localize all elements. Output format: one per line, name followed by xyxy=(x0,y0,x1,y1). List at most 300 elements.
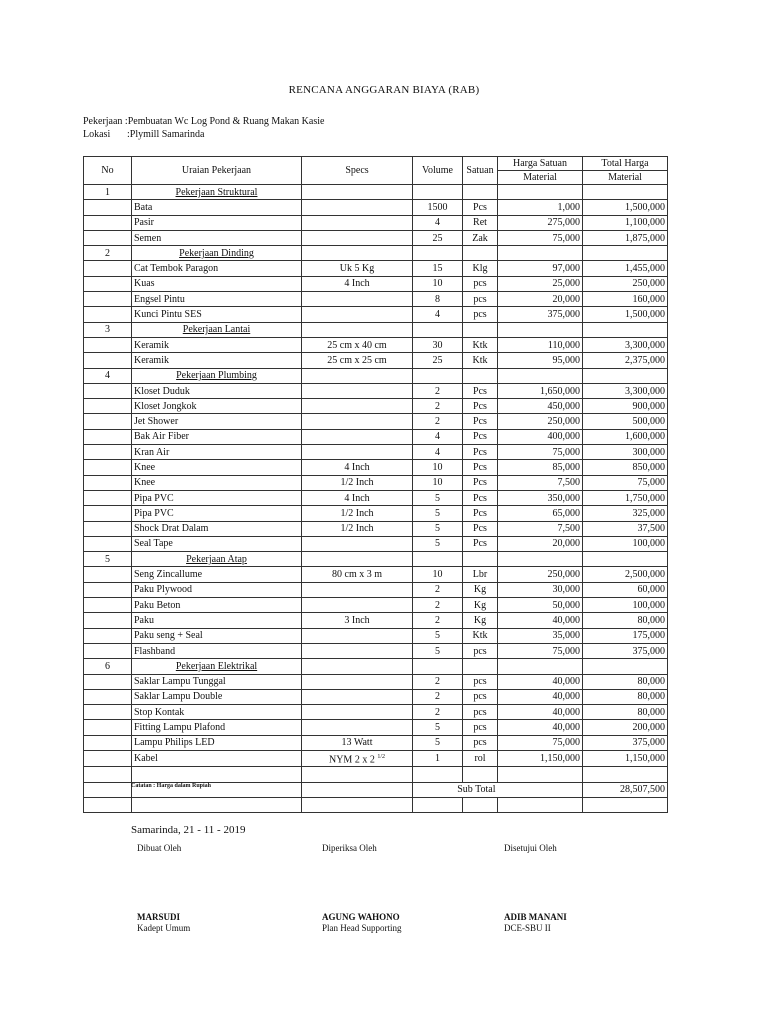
item-total: 1,100,000 xyxy=(583,215,668,230)
item-unit-price: 7,500 xyxy=(498,521,583,536)
item-spec xyxy=(302,490,413,505)
item-description: Semen xyxy=(132,230,302,245)
row-number xyxy=(84,536,132,551)
item-total: 175,000 xyxy=(583,628,668,643)
table-row xyxy=(84,475,668,490)
item-volume: 5 xyxy=(413,506,463,521)
item-unit-price: 7,500 xyxy=(498,475,583,490)
row-number xyxy=(84,506,132,521)
item-description: Knee xyxy=(132,475,302,490)
total-cell xyxy=(583,552,668,567)
item-unit-price: 250,000 xyxy=(498,414,583,429)
signature-position: Kadept Umum xyxy=(137,923,191,933)
item-unit: Pcs xyxy=(463,536,498,551)
signature-name: ADIB MANANI xyxy=(504,912,567,922)
item-volume: 2 xyxy=(413,674,463,689)
item-spec xyxy=(302,200,413,215)
table-row xyxy=(84,720,668,735)
item-spec xyxy=(302,582,413,597)
item-unit-price: 350,000 xyxy=(498,490,583,505)
table-row xyxy=(84,598,668,613)
item-spec xyxy=(302,383,413,398)
subtotal-value: 28,507,500 xyxy=(583,782,668,797)
item-volume: 25 xyxy=(413,353,463,368)
section-title: Pekerjaan Elektrikal xyxy=(132,659,302,674)
table-row xyxy=(84,460,668,475)
row-number xyxy=(84,353,132,368)
item-volume: 10 xyxy=(413,567,463,582)
price-note: Catatan : Harga dalam Rupiah xyxy=(131,783,212,789)
item-total: 2,500,000 xyxy=(583,567,668,582)
volume-cell xyxy=(413,185,463,200)
item-total: 3,300,000 xyxy=(583,337,668,352)
item-volume: 5 xyxy=(413,628,463,643)
item-description: Pasir xyxy=(132,215,302,230)
item-unit: Pcs xyxy=(463,506,498,521)
table-row xyxy=(84,383,668,398)
pekerjaan-label: Pekerjaan : xyxy=(83,116,128,127)
item-spec xyxy=(302,230,413,245)
item-total: 80,000 xyxy=(583,613,668,628)
blank-cell xyxy=(498,797,583,812)
item-description: Engsel Pintu xyxy=(132,292,302,307)
header-material-harga: Material xyxy=(498,171,583,185)
blank-row xyxy=(84,767,668,782)
price-cell xyxy=(498,185,583,200)
item-spec-text: 25 cm x 40 cm xyxy=(327,339,387,351)
item-description: Paku Plywood xyxy=(132,582,302,597)
item-spec-text: 13 Watt xyxy=(341,737,373,749)
row-number xyxy=(84,307,132,322)
item-total: 3,300,000 xyxy=(583,383,668,398)
item-description: Kloset Duduk xyxy=(132,383,302,398)
header-harga-satuan: Harga Satuan xyxy=(498,157,583,171)
item-volume: 4 xyxy=(413,307,463,322)
item-unit: pcs xyxy=(463,735,498,750)
item-volume: 25 xyxy=(413,230,463,245)
item-unit: Pcs xyxy=(463,399,498,414)
lokasi-line xyxy=(83,129,205,140)
signature-role: Dibuat Oleh xyxy=(137,843,182,853)
table-row xyxy=(84,429,668,444)
item-description: Paku xyxy=(132,613,302,628)
header-specs: Specs xyxy=(302,157,413,185)
item-unit-price: 1,000 xyxy=(498,200,583,215)
row-number: 1 xyxy=(84,185,132,200)
item-volume: 2 xyxy=(413,582,463,597)
item-spec xyxy=(302,337,413,352)
item-unit-price: 40,000 xyxy=(498,720,583,735)
item-unit: pcs xyxy=(463,307,498,322)
item-description: Pipa PVC xyxy=(132,506,302,521)
blank-row xyxy=(84,797,668,812)
item-volume: 2 xyxy=(413,613,463,628)
blank-cell xyxy=(583,767,668,782)
item-spec xyxy=(302,292,413,307)
item-total: 1,600,000 xyxy=(583,429,668,444)
price-cell xyxy=(498,552,583,567)
item-spec xyxy=(302,475,413,490)
item-unit-price: 20,000 xyxy=(498,292,583,307)
item-total: 1,500,000 xyxy=(583,307,668,322)
item-unit-price: 97,000 xyxy=(498,261,583,276)
table-row xyxy=(84,613,668,628)
item-description: Saklar Lampu Double xyxy=(132,689,302,704)
table-body xyxy=(84,185,668,813)
blank-cell xyxy=(583,797,668,812)
item-unit-price: 85,000 xyxy=(498,460,583,475)
table-row xyxy=(84,307,668,322)
item-spec-text: Uk 5 Kg xyxy=(339,263,375,275)
spec-cell xyxy=(302,552,413,567)
table-row xyxy=(84,230,668,245)
item-total: 900,000 xyxy=(583,399,668,414)
item-spec xyxy=(302,261,413,276)
item-unit: Pcs xyxy=(463,475,498,490)
item-description: Keramik xyxy=(132,337,302,352)
table-row xyxy=(84,506,668,521)
item-volume: 10 xyxy=(413,475,463,490)
spec-cell xyxy=(302,659,413,674)
item-unit: pcs xyxy=(463,292,498,307)
item-unit: Kg xyxy=(463,613,498,628)
item-spec xyxy=(302,720,413,735)
item-spec xyxy=(302,567,413,582)
unit-cell xyxy=(463,552,498,567)
item-unit-price: 65,000 xyxy=(498,506,583,521)
signature-position: Plan Head Supporting xyxy=(322,923,402,933)
section-row xyxy=(84,322,668,337)
item-unit-price: 75,000 xyxy=(498,643,583,658)
item-description: Bata xyxy=(132,200,302,215)
table-row xyxy=(84,261,668,276)
signature-name: AGUNG WAHONO xyxy=(322,912,400,922)
item-unit: Zak xyxy=(463,230,498,245)
table-row xyxy=(84,567,668,582)
table-row xyxy=(84,582,668,597)
blank-cell xyxy=(132,767,302,782)
item-unit: Pcs xyxy=(463,445,498,460)
item-unit: Pcs xyxy=(463,429,498,444)
blank-cell xyxy=(463,767,498,782)
blank-cell xyxy=(413,797,463,812)
item-description: Cat Tembok Paragon xyxy=(132,261,302,276)
item-spec xyxy=(302,215,413,230)
item-description: Paku Beton xyxy=(132,598,302,613)
unit-cell xyxy=(463,185,498,200)
blank-cell xyxy=(463,797,498,812)
section-row xyxy=(84,185,668,200)
item-unit: Ktk xyxy=(463,628,498,643)
item-total: 325,000 xyxy=(583,506,668,521)
item-total: 100,000 xyxy=(583,598,668,613)
header-total-harga: Total Harga xyxy=(583,157,668,171)
item-unit: pcs xyxy=(463,705,498,720)
item-unit: pcs xyxy=(463,674,498,689)
table-row xyxy=(84,337,668,352)
item-spec-text: 1/2 Inch xyxy=(340,507,374,519)
item-volume: 1 xyxy=(413,750,463,766)
total-cell xyxy=(583,322,668,337)
item-spec xyxy=(302,414,413,429)
row-number xyxy=(84,337,132,352)
item-spec xyxy=(302,689,413,704)
item-description: Kloset Jongkok xyxy=(132,399,302,414)
item-unit-price: 75,000 xyxy=(498,230,583,245)
item-spec-text: 3 Inch xyxy=(344,614,370,626)
row-number xyxy=(84,750,132,766)
item-total: 1,455,000 xyxy=(583,261,668,276)
price-cell xyxy=(498,368,583,383)
row-number xyxy=(84,567,132,582)
row-number: 6 xyxy=(84,659,132,674)
spec-cell xyxy=(302,246,413,261)
item-spec xyxy=(302,643,413,658)
section-title: Pekerjaan Atap xyxy=(132,552,302,567)
item-volume: 5 xyxy=(413,720,463,735)
item-unit: Kg xyxy=(463,598,498,613)
total-cell xyxy=(583,368,668,383)
item-unit: Pcs xyxy=(463,383,498,398)
item-description: Lampu Philips LED xyxy=(132,735,302,750)
row-number xyxy=(84,674,132,689)
item-unit: pcs xyxy=(463,643,498,658)
item-volume: 4 xyxy=(413,429,463,444)
row-number xyxy=(84,782,132,797)
item-description: Keramik xyxy=(132,353,302,368)
item-unit-price: 1,150,000 xyxy=(498,750,583,766)
blank-cell xyxy=(498,767,583,782)
spec-cell xyxy=(302,185,413,200)
total-cell xyxy=(583,246,668,261)
header-no: No xyxy=(84,157,132,185)
unit-cell xyxy=(463,322,498,337)
signature-role: Diperiksa Oleh xyxy=(322,843,377,853)
item-unit-price: 20,000 xyxy=(498,536,583,551)
item-spec-superscript: 1/2 xyxy=(377,753,385,760)
item-unit-price: 40,000 xyxy=(498,689,583,704)
row-number: 3 xyxy=(84,322,132,337)
price-cell xyxy=(498,659,583,674)
place-date: Samarinda, 21 - 11 - 2019 xyxy=(131,824,246,836)
header-uraian: Uraian Pekerjaan xyxy=(132,157,302,185)
lokasi-label: Lokasi xyxy=(83,129,111,140)
item-total: 200,000 xyxy=(583,720,668,735)
table-row xyxy=(84,399,668,414)
item-unit: Pcs xyxy=(463,414,498,429)
item-unit: Kg xyxy=(463,582,498,597)
item-volume: 5 xyxy=(413,536,463,551)
item-spec-text: 1/2 Inch xyxy=(340,477,374,489)
item-unit: Pcs xyxy=(463,460,498,475)
row-number xyxy=(84,705,132,720)
item-volume: 5 xyxy=(413,490,463,505)
row-number xyxy=(84,460,132,475)
item-unit: pcs xyxy=(463,276,498,291)
item-unit: pcs xyxy=(463,720,498,735)
item-volume: 10 xyxy=(413,276,463,291)
item-unit-price: 40,000 xyxy=(498,613,583,628)
item-description: Kunci Pintu SES xyxy=(132,307,302,322)
row-number: 2 xyxy=(84,246,132,261)
item-unit: Ktk xyxy=(463,353,498,368)
item-total: 375,000 xyxy=(583,643,668,658)
item-spec xyxy=(302,628,413,643)
item-unit: Pcs xyxy=(463,521,498,536)
blank-cell xyxy=(84,767,132,782)
lokasi-value: :Plymill Samarinda xyxy=(127,129,205,140)
blank-cell xyxy=(302,797,413,812)
item-total: 75,000 xyxy=(583,475,668,490)
rab-table xyxy=(83,156,668,813)
row-number xyxy=(84,414,132,429)
item-description: Flashband xyxy=(132,643,302,658)
pekerjaan-value: Pembuatan Wc Log Pond & Ruang Makan Kasie xyxy=(127,116,325,127)
item-total: 1,750,000 xyxy=(583,490,668,505)
item-total: 300,000 xyxy=(583,445,668,460)
signature-position: DCE-SBU II xyxy=(504,923,551,933)
blank-cell xyxy=(302,767,413,782)
item-volume: 5 xyxy=(413,735,463,750)
item-total: 37,500 xyxy=(583,521,668,536)
row-number xyxy=(84,200,132,215)
item-unit: Pcs xyxy=(463,200,498,215)
pekerjaan-line xyxy=(83,116,324,127)
item-description: Knee xyxy=(132,460,302,475)
row-number xyxy=(84,445,132,460)
item-spec-text: 4 Inch xyxy=(344,492,370,504)
item-description: Bak Air Fiber xyxy=(132,429,302,444)
table-row xyxy=(84,750,668,766)
item-spec xyxy=(302,399,413,414)
item-unit-price: 35,000 xyxy=(498,628,583,643)
item-spec xyxy=(302,598,413,613)
item-unit: Ret xyxy=(463,215,498,230)
item-description: Kabel xyxy=(132,750,302,766)
table-row xyxy=(84,643,668,658)
item-volume: 4 xyxy=(413,215,463,230)
item-description: Shock Drat Dalam xyxy=(132,521,302,536)
item-total: 850,000 xyxy=(583,460,668,475)
item-unit-price: 25,000 xyxy=(498,276,583,291)
item-unit: pcs xyxy=(463,689,498,704)
row-number xyxy=(84,613,132,628)
item-description: Seng Zincallume xyxy=(132,567,302,582)
row-number xyxy=(84,215,132,230)
row-number xyxy=(84,598,132,613)
item-total: 100,000 xyxy=(583,536,668,551)
table-row xyxy=(84,536,668,551)
section-title: Pekerjaan Plumbing xyxy=(132,368,302,383)
unit-cell xyxy=(463,246,498,261)
item-total: 80,000 xyxy=(583,689,668,704)
item-description: Stop Kontak xyxy=(132,705,302,720)
item-volume: 1500 xyxy=(413,200,463,215)
table-row xyxy=(84,276,668,291)
item-unit-price: 450,000 xyxy=(498,399,583,414)
item-spec xyxy=(302,276,413,291)
item-unit-price: 250,000 xyxy=(498,567,583,582)
item-unit-price: 400,000 xyxy=(498,429,583,444)
item-spec-text: NYM 2 x 2 xyxy=(328,754,378,766)
item-unit-price: 30,000 xyxy=(498,582,583,597)
table-row xyxy=(84,689,668,704)
table-row xyxy=(84,215,668,230)
table-row xyxy=(84,705,668,720)
item-unit-price: 110,000 xyxy=(498,337,583,352)
item-unit-price: 75,000 xyxy=(498,445,583,460)
item-volume: 4 xyxy=(413,445,463,460)
row-number xyxy=(84,429,132,444)
section-title: Pekerjaan Lantai xyxy=(132,322,302,337)
document-title: RENCANA ANGGARAN BIAYA (RAB) xyxy=(288,84,480,96)
item-spec xyxy=(302,674,413,689)
item-spec xyxy=(302,445,413,460)
header-volume: Volume xyxy=(413,157,463,185)
table-row xyxy=(84,353,668,368)
table-row xyxy=(84,674,668,689)
item-spec-text: 4 Inch xyxy=(344,461,370,473)
row-number xyxy=(84,230,132,245)
item-spec xyxy=(302,307,413,322)
item-total: 1,875,000 xyxy=(583,230,668,245)
item-total: 60,000 xyxy=(583,582,668,597)
item-unit-price: 75,000 xyxy=(498,735,583,750)
item-total: 160,000 xyxy=(583,292,668,307)
row-number xyxy=(84,735,132,750)
item-volume: 2 xyxy=(413,414,463,429)
item-description: Saklar Lampu Tunggal xyxy=(132,674,302,689)
item-unit-price: 1,650,000 xyxy=(498,383,583,398)
item-spec-text: 80 cm x 3 m xyxy=(332,569,382,581)
item-spec xyxy=(302,735,413,750)
item-description: Jet Shower xyxy=(132,414,302,429)
section-title: Pekerjaan Struktural xyxy=(132,185,302,200)
volume-cell xyxy=(413,368,463,383)
item-volume: 10 xyxy=(413,460,463,475)
item-spec xyxy=(302,429,413,444)
item-description: Pipa PVC xyxy=(132,490,302,505)
item-description: Paku seng + Seal xyxy=(132,628,302,643)
header-material-total: Material xyxy=(583,171,668,185)
item-unit-price: 95,000 xyxy=(498,353,583,368)
unit-cell xyxy=(463,368,498,383)
price-cell xyxy=(498,322,583,337)
unit-cell xyxy=(463,659,498,674)
item-total: 1,500,000 xyxy=(583,200,668,215)
spec-cell xyxy=(302,322,413,337)
row-number: 5 xyxy=(84,552,132,567)
row-number xyxy=(84,582,132,597)
row-number xyxy=(84,490,132,505)
item-description: Kuas xyxy=(132,276,302,291)
row-number xyxy=(84,521,132,536)
item-total: 2,375,000 xyxy=(583,353,668,368)
blank-cell xyxy=(132,797,302,812)
item-description: Kran Air xyxy=(132,445,302,460)
item-spec xyxy=(302,705,413,720)
price-cell xyxy=(498,246,583,261)
spec-cell xyxy=(302,368,413,383)
row-number xyxy=(84,399,132,414)
table-row xyxy=(84,200,668,215)
item-unit-price: 275,000 xyxy=(498,215,583,230)
item-volume: 5 xyxy=(413,643,463,658)
signature-name: MARSUDI xyxy=(137,912,181,922)
header-satuan: Satuan xyxy=(463,157,498,185)
row-number xyxy=(84,689,132,704)
item-description: Seal Tape xyxy=(132,536,302,551)
